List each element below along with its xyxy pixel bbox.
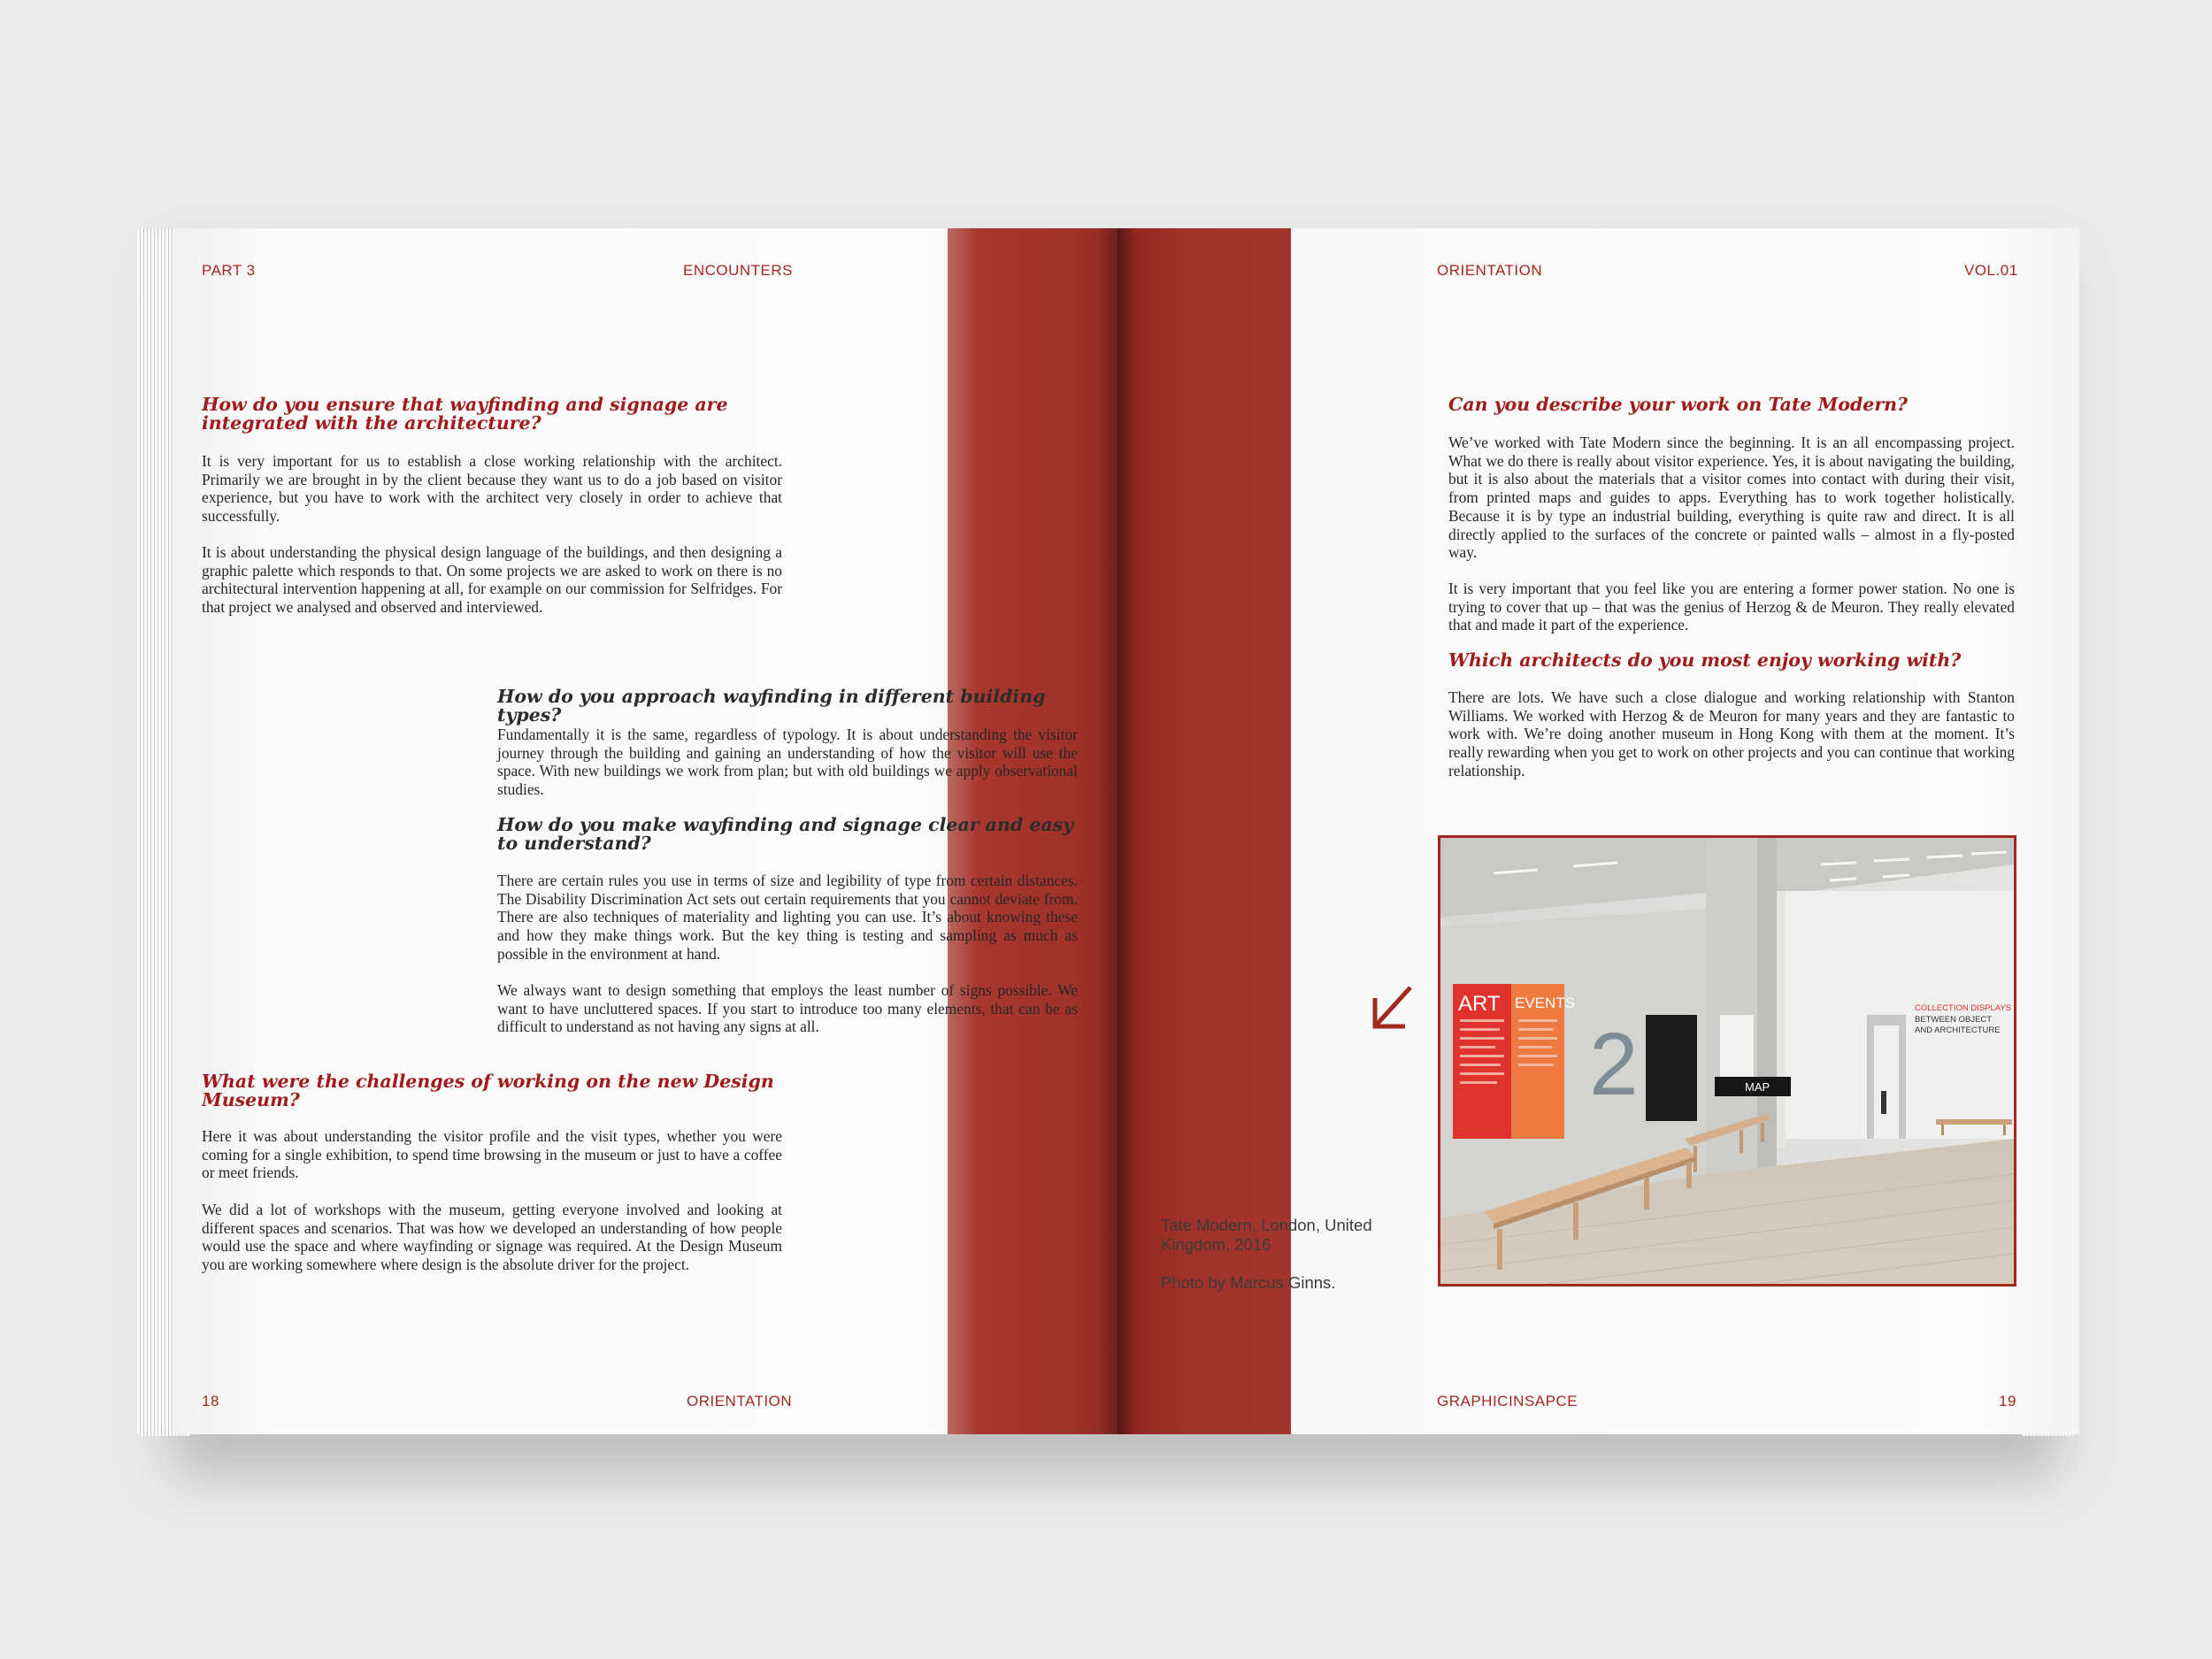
footer-right-title: GRAPHICINSAPCE	[1437, 1393, 1578, 1409]
sign-events: EVENTS	[1515, 995, 1576, 1011]
running-head-section: ENCOUNTERS	[683, 262, 794, 279]
footer-left-title: ORIENTATION	[687, 1393, 793, 1409]
answer-tate-modern-p2: It is very important that you feel like you are entering a former power station. No one is trying to cover that up – that was the genius of Herzog & de Meuron. They really elevated that and made it part of the experience.	[1448, 580, 2015, 634]
question-architects: Which architects do you most enjoy working with?	[1448, 649, 1962, 671]
question-tate-modern: Can you describe your work on Tate Modern?	[1448, 394, 1909, 415]
sign-art: ART	[1458, 992, 1501, 1016]
answer-integration-p2: It is about understanding the physical design language of the buildings, and then designing a graphic palette which responds to that. On some projects we are asked to work on there is no architectural intervention happening at all, for example on our commission for Selfridges. For that project we analysed and observed and interviewed.	[202, 543, 782, 617]
running-head-part: PART 3	[202, 262, 256, 279]
folio-right: 19	[1999, 1393, 2016, 1409]
question-integration: How do you ensure that wayfinding and signage are integrated with the architecture?	[202, 394, 728, 434]
sign-map: MAP	[1745, 1080, 1770, 1094]
answer-tate-modern-p1: We’ve worked with Tate Modern since the beginning. It is an all encompassing project. What we do there is really about visitor experience. Yes, it is about navigating the building, but it is also about the materials that a visitor comes into contact with during their visit, from printed maps and guides to apps. Everything has to work together holistically. Because it is by type an industrial building, everything is quite raw and direct. It is all directly applied to the surfaces of the concrete or painted walls – almost in a fly-posted way.	[1448, 434, 2015, 562]
photo-caption-credit: Photo by Marcus Ginns.	[1161, 1273, 1336, 1292]
question-clear-signage: How do you make wayfinding and signage clear and easy to understand?	[497, 814, 1074, 854]
answer-design-museum-p1: Here it was about understanding the visitor profile and the visit types, whether you were coming for a single exhibition, to spend time browsing in the museum or just to have a coffee or meet friends.	[202, 1127, 782, 1182]
answer-architects: There are lots. We have such a close dialogue and working relationship with Stanton Williams. We worked with Herzog & de Meuron for many years and they are fantastic to work with. We’re doing another museum in Hong Kong with them at the moment. It’s really rewarding when you get to work on other projects and you can continue that working relationship.	[1448, 688, 2015, 780]
answer-design-museum-p2: We did a lot of workshops with the museum, getting everyone involved and looking at different spaces and scenarios. That was how we developed an understanding of how people would use the space and where wayfinding or signage was required. At the Design Museum you are working somewhere where design is the absolute driver for the project.	[202, 1201, 782, 1274]
photo-caption-location: Tate Modern, London, United Kingdom, 2016	[1161, 1216, 1372, 1254]
arrow-down-left-icon	[1370, 984, 1414, 1033]
sign-between-object: BETWEEN OBJECT	[1915, 1015, 1993, 1025]
sign-and-architecture: AND ARCHITECTURE	[1915, 1025, 2001, 1035]
answer-building-types: Fundamentally it is the same, regardless of typology. It is about understanding the visitor journey through the building and gaining an understanding of how the visitor will use the space. With new buildings we work from plan; but with old buildings we apply observational studies.	[497, 726, 1078, 799]
question-building-types: How do you approach wayfinding in different building types?	[497, 686, 1046, 726]
tate-modern-photo	[1438, 835, 2016, 1286]
spine-gutter-shadow	[1097, 228, 1138, 1434]
running-head-volume: VOL.01	[1964, 262, 2018, 279]
sign-level-number: 2	[1589, 1015, 1639, 1114]
sign-collection: COLLECTION DISPLAYS	[1915, 1003, 2012, 1013]
question-design-museum: What were the challenges of working on the new Design Museum?	[202, 1071, 774, 1110]
running-head-orientation: ORIENTATION	[1437, 262, 1543, 279]
folio-left: 18	[202, 1393, 219, 1409]
answer-integration-p1: It is very important for us to establish a close working relationship with the architect. Primarily we are brought in by the client because they want us to do a job based on visitor experience, but you have to work with the architect very closely in order to achieve that successfully.	[202, 452, 782, 526]
answer-clear-signage-p1: There are certain rules you use in terms of size and legibility of type from certain distances. The Disability Discrimination Act sets out certain requirements that you cannot deviate from. There are also techniques of materiality and lighting you can use. It’s about knowing these and how they make things work. But the key thing is testing and sampling as much as possible in the environment at hand.	[497, 872, 1078, 963]
answer-clear-signage-p2: We always want to design something that employs the least number of signs possible. We want to have uncluttered spaces. If you start to introduce too many elements, that can be as difficult to understand as not having any signs at all.	[497, 981, 1078, 1036]
